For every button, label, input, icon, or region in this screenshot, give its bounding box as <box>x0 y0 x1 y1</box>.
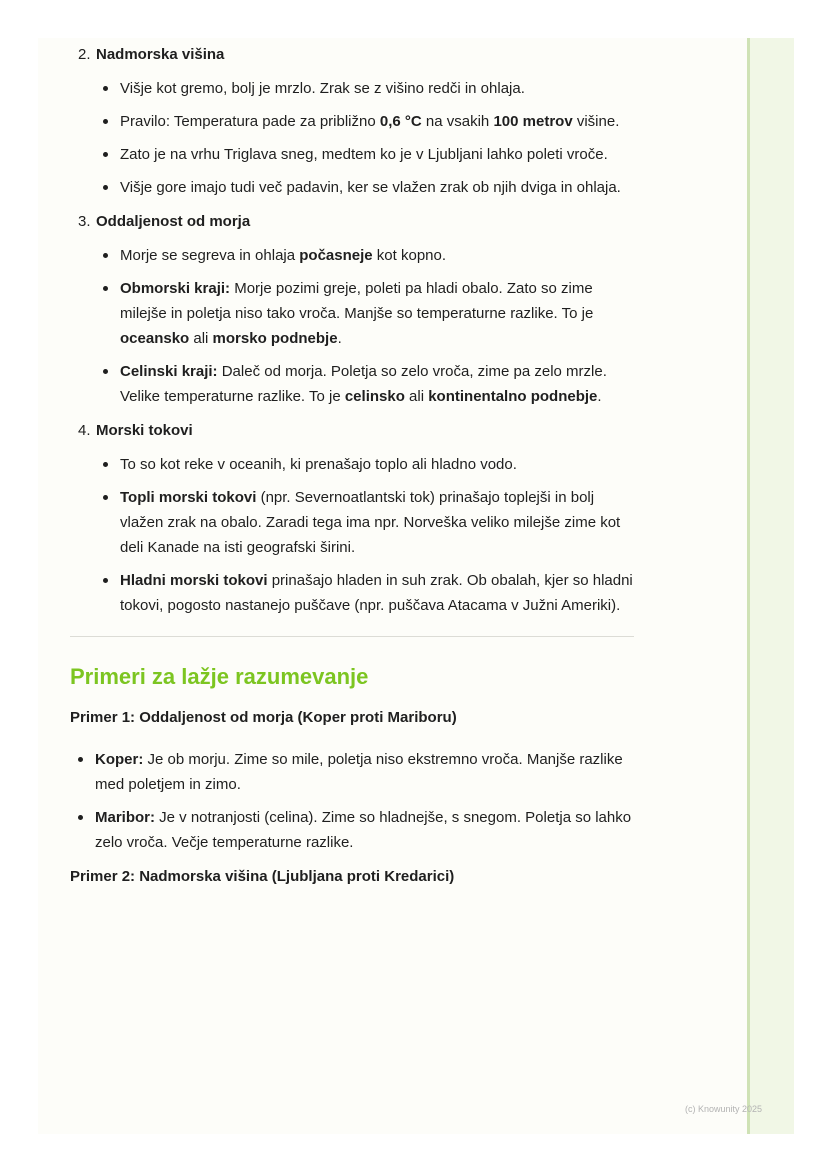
bold-text: Hladni morski tokovi <box>120 572 268 589</box>
document-content <box>70 38 634 889</box>
bullet-text <box>120 280 593 347</box>
item-bullets <box>120 76 634 200</box>
text-run: Višje gore imajo tudi več padavin, ker se vlažen zrak ob njih dviga in ohlaja. <box>120 179 621 196</box>
text-run: Je ob morju. Zime so mile, poletja niso ekstremno vroča. Manjše razlike med poletjem in zimo. <box>95 751 623 793</box>
section-heading: Primeri za lažje razumevanje <box>70 664 369 689</box>
text-run: Daleč od morja. Poletja so zelo vroča, zime pa zelo mrzle. Velike temperaturne razlike. To je <box>120 363 607 405</box>
list-item <box>120 359 634 409</box>
bullet-icon <box>103 286 108 291</box>
item-number: 2. <box>78 46 91 63</box>
bullet-text <box>120 456 517 473</box>
side-accent-bar <box>747 38 794 1134</box>
item-bullets <box>120 452 634 618</box>
bullet-text <box>95 809 631 851</box>
bold-text: 0,6 °C <box>379 113 422 130</box>
bold-text: Celinski kraji: <box>120 363 218 380</box>
bold-text: kontinentalno podnebje <box>428 388 598 405</box>
example-heading-1: Primer 1: Oddaljenost od morja (Koper proti Mariboru) <box>70 709 457 726</box>
text-run: Morje se segreva in ohlaja <box>120 247 300 264</box>
section-divider <box>70 636 634 637</box>
list-item <box>120 485 634 560</box>
list-item <box>120 452 634 477</box>
bullet-icon <box>103 253 108 258</box>
bullet-text <box>120 80 525 97</box>
list-item <box>120 243 634 268</box>
bold-text: Obmorski kraji: <box>120 280 231 297</box>
bullet-icon <box>103 119 108 124</box>
text-run: Morje pozimi greje, poleti pa hladi obalo. Zato so zime milejše in poletja niso tako vroča. Manjše so temperaturne razlike. To je <box>120 280 594 322</box>
numbered-item-2 <box>70 42 634 200</box>
bullet-icon <box>103 152 108 157</box>
text-run: Zato je na vrhu Triglava sneg, medtem ko je v Ljubljani lahko poleti vroče. <box>120 146 608 163</box>
bullet-text <box>120 572 633 614</box>
item-title: Oddaljenost od morja <box>96 213 251 230</box>
bold-text: oceansko <box>120 330 190 347</box>
bullet-text <box>120 179 621 196</box>
bullet-text <box>95 751 623 793</box>
bullet-icon <box>103 578 108 583</box>
bold-text: počasneje <box>299 247 373 264</box>
item-title: Nadmorska višina <box>96 46 225 63</box>
list-item <box>95 747 634 797</box>
list-item <box>120 175 634 200</box>
list-item <box>120 276 634 351</box>
bullet-text <box>120 113 619 130</box>
bullet-text <box>120 146 608 163</box>
bullet-icon <box>103 369 108 374</box>
bullet-icon <box>103 495 108 500</box>
bullet-icon <box>78 815 83 820</box>
bullet-text <box>120 363 607 405</box>
text-run: Pravilo: Temperatura pade za približno <box>120 113 380 130</box>
example-heading-2: Primer 2: Nadmorska višina (Ljubljana proti Kredarici) <box>70 868 455 885</box>
bold-text: 100 metrov <box>493 113 573 130</box>
example-1-bullets <box>95 747 634 855</box>
list-item <box>120 142 634 167</box>
text-run: višine. <box>572 113 620 130</box>
bold-text: Koper: <box>95 751 144 768</box>
bold-text: morsko podnebje <box>212 330 338 347</box>
text-run: . <box>337 330 342 347</box>
bullet-text <box>120 247 446 264</box>
item-bullets <box>120 243 634 409</box>
bold-text: Topli morski tokovi <box>120 489 257 506</box>
text-run: . <box>597 388 602 405</box>
item-number: 3. <box>78 213 91 230</box>
bullet-icon <box>78 757 83 762</box>
bold-text: celinsko <box>344 388 405 405</box>
text-run: na vsakih <box>421 113 494 130</box>
item-title: Morski tokovi <box>96 422 193 439</box>
item-number: 4. <box>78 422 91 439</box>
copyright-footer: (c) Knowunity 2025 <box>685 1104 763 1114</box>
bullet-icon <box>103 86 108 91</box>
list-item <box>95 805 634 855</box>
list-item <box>120 568 634 618</box>
bullet-icon <box>103 462 108 467</box>
list-item <box>120 76 634 101</box>
text-run: Je v notranjosti (celina). Zime so hladnejše, s snegom. Poletja so lahko zelo vroča. Večje temperaturne razlike. <box>95 809 632 851</box>
bullet-text <box>120 489 620 556</box>
bold-text: Maribor: <box>95 809 155 826</box>
text-run: Višje kot gremo, bolj je mrzlo. Zrak se z višino redči in ohlaja. <box>120 80 525 97</box>
numbered-item-3 <box>70 209 634 409</box>
text-run: To so kot reke v oceanih, ki prenašajo toplo ali hladno vodo. <box>120 456 517 473</box>
text-run: kot kopno. <box>372 247 447 264</box>
text-run: ali <box>404 388 429 405</box>
list-item <box>120 109 634 134</box>
text-run: prinašajo hladen in suh zrak. Ob obalah, kjer so hladni tokovi, pogosto nastanejo puščave (npr. puščava Atacama v Južni Ameriki). <box>120 572 633 614</box>
bullet-icon <box>103 185 108 190</box>
numbered-item-4 <box>70 418 634 618</box>
text-run: ali <box>189 330 213 347</box>
text-run: (npr. Severnoatlantski tok) prinašajo toplejši in bolj vlažen zrak na obalo. Zaradi tega ima npr. Norveška veliko milejše zime kot deli Kanade na isti geografski širini. <box>120 489 621 556</box>
